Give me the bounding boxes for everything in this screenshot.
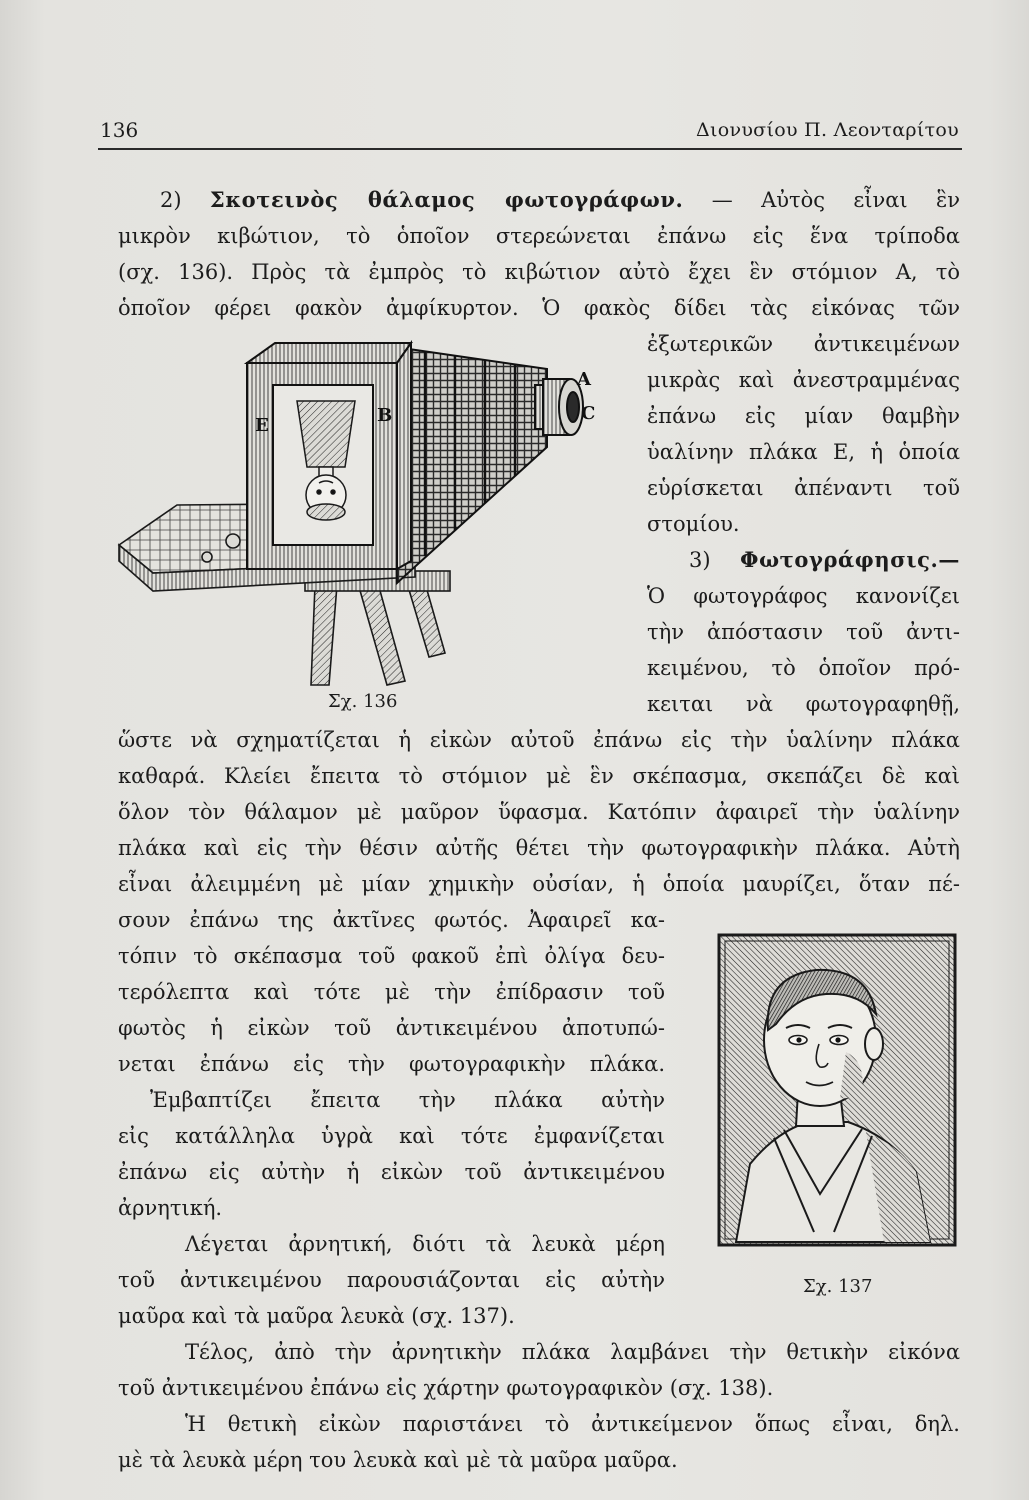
- text-line: τοῦ ἀντικειμένου παρουσιάζονται εἰς αὐτὴν: [118, 1268, 665, 1292]
- section-number: 3): [689, 548, 711, 572]
- tripod: [305, 571, 450, 685]
- text-line: Λέγεται ἀρνητική, διότι τὰ λευκὰ μέρη: [185, 1232, 665, 1256]
- figure-caption: Σχ. 137: [803, 1276, 873, 1297]
- text-line: σουν ἐπάνω της ἀκτῖνες φωτός. Ἀφαιρεῖ κα-: [118, 908, 665, 932]
- running-head: Διονυσίου Π. Λεονταρίτου: [695, 119, 959, 141]
- text-line: εἰς κατάλληλα ὑγρὰ καὶ τότε ἐμφανίζεται: [118, 1124, 665, 1148]
- section-title: Φωτογράφησις.—: [740, 547, 960, 572]
- line-text: — Αὐτὸς εἶναι ἓν: [711, 188, 960, 212]
- text-line: ὅλον τὸν θάλαμον μὲ μαῦρον ὕφασμα. Κατόπιν ἀφαιρεῖ τὴν ὑαλίνην: [118, 800, 960, 824]
- text-line: εὑρίσκεται ἀπέναντι τοῦ: [647, 476, 960, 500]
- text-line: κειται νὰ φωτογραφηθῇ,: [647, 692, 960, 716]
- figure-caption: Σχ. 136: [328, 691, 398, 712]
- text-line: ὑαλίνην πλάκα Ε, ἡ ὁποία: [647, 440, 960, 464]
- text-line: [647, 542, 960, 578]
- text-line: ἐξωτερικῶν ἀντικειμένων: [647, 332, 960, 356]
- text-line: ἀρνητική.: [118, 1196, 223, 1220]
- text-line: τόπιν τὸ σκέπασμα τοῦ φακοῦ ἐπὶ ὀλίγα δευ-: [118, 944, 665, 968]
- text-line: ἐπάνω εἰς μίαν θαμβὴν: [647, 404, 960, 428]
- label-lens: Α: [577, 369, 591, 390]
- text-line: [118, 182, 960, 218]
- text-line: νεται ἐπάνω εἰς τὴν φωτογραφικὴν πλάκα.: [118, 1052, 665, 1076]
- text-line: τὴν ἀπόστασιν τοῦ ἀντι-: [647, 620, 960, 644]
- text-line: ὥστε νὰ σχηματίζεται ἡ εἰκὼν αὐτοῦ ἐπάνω εἰς τὴν ὑαλίνην πλάκα: [118, 728, 960, 752]
- text-line: Ἐμβαπτίζει ἔπειτα τὴν πλάκα αὐτὴν: [150, 1088, 665, 1112]
- text-line: τοῦ ἀντικειμένου ἐπάνω εἰς χάρτην φωτογραφικὸν (σχ. 138).: [118, 1376, 774, 1400]
- header-rule: [98, 148, 962, 150]
- portrait-figure: [716, 932, 958, 1248]
- text-line: στομίου.: [647, 512, 740, 536]
- text-line: (σχ. 136). Πρὸς τὰ ἐμπρὸς τὸ κιβώτιον αὐτὸ ἔχει ἓν στόμιον Α, τὸ: [118, 260, 960, 284]
- text-line: κειμένου, τὸ ὁποῖον πρό-: [647, 656, 960, 680]
- page-number: 136: [100, 118, 139, 142]
- section-number: 2): [160, 188, 182, 212]
- text-line: φωτὸς ἡ εἰκὼν τοῦ ἀντικειμένου ἀποτυπώ-: [118, 1016, 665, 1040]
- text-line: Ὁ φωτογράφος κανονίζει: [647, 584, 960, 608]
- section-title: Σκοτεινὸς θάλαμος φωτογράφων.: [209, 187, 684, 212]
- text-line: καθαρά. Κλείει ἔπειτα τὸ στόμιον μὲ ἓν σκέπασμα, σκεπάζει δὲ καὶ: [118, 764, 960, 788]
- text-line: τερόλεπτα καὶ τότε μὲ τὴν ἐπίδρασιν τοῦ: [118, 980, 665, 1004]
- text-line: μικρὰς καὶ ἀνεστραμμένας: [647, 368, 960, 392]
- lens: [535, 379, 583, 435]
- text-line: πλάκα καὶ εἰς τὴν θέσιν αὐτῆς θέτει τὴν φωτογραφικὴν πλάκα. Αὐτὴ: [118, 836, 960, 860]
- label-plate: Ε: [255, 415, 269, 436]
- text-line: Ἡ θετικὴ εἰκὼν παριστάνει τὸ ἀντικείμενον ὅπως εἶναι, δηλ.: [185, 1412, 960, 1436]
- label-lens-mark: C: [581, 403, 596, 424]
- label-body: Β: [377, 405, 393, 426]
- text-line: ἐπάνω εἰς αὐτὴν ἡ εἰκὼν τοῦ ἀντικειμένου: [118, 1160, 665, 1184]
- camera-figure: [115, 335, 635, 690]
- text-line: μὲ τὰ λευκὰ μέρη του λευκὰ καὶ μὲ τὰ μαῦρα μαῦρα.: [118, 1448, 678, 1472]
- text-line: Τέλος, ἀπὸ τὴν ἀρνητικὴν πλάκα λαμβάνει τὴν θετικὴν εἰκόνα: [185, 1340, 960, 1364]
- text-line: εἶναι ἀλειμμένη μὲ μίαν χημικὴν οὐσίαν, ἡ ὁποία μαυρίζει, ὅταν πέ-: [118, 872, 960, 896]
- text-line: ὁποῖον φέρει φακὸν ἀμφίκυρτον. Ὁ φακὸς δίδει τὰς εἰκόνας τῶν: [118, 296, 960, 320]
- text-line: μαῦρα καὶ τὰ μαῦρα λευκὰ (σχ. 137).: [118, 1304, 515, 1328]
- bellows: [395, 347, 547, 583]
- text-line: μικρὸν κιβώτιον, τὸ ὁποῖον στερεώνεται ἐπάνω εἰς ἕνα τρίποδα: [118, 224, 960, 248]
